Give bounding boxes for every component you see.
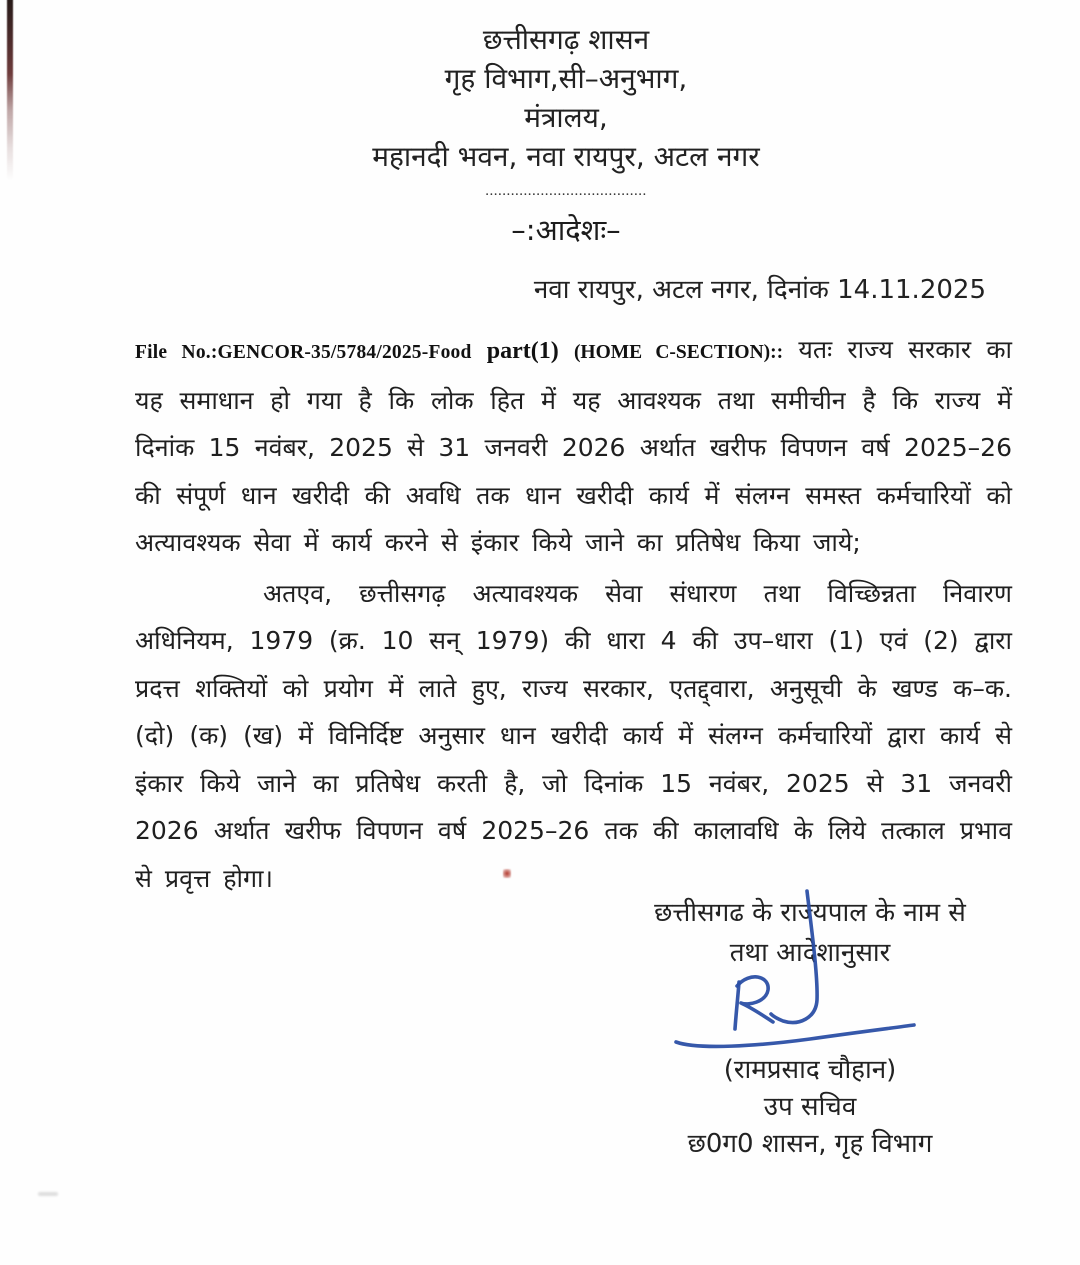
order-title: –:आदेशः– (511, 213, 621, 247)
paragraph-1 (135, 326, 1012, 567)
dotted-divider: ...................................... (485, 183, 647, 199)
scan-edge-artifact (7, 0, 13, 181)
signature-stroke-r-loop (737, 977, 773, 1022)
government-name: छत्तीसगढ़ शासन (482, 23, 650, 56)
address-line: महानदी भवन, नवा रायपुर, अटल नगर (372, 140, 760, 173)
order-body (135, 326, 1012, 902)
file-part-label: part(1) (486, 338, 559, 364)
authority-line-2: तथा आदेशानुसार (729, 938, 891, 968)
scan-smudge-artifact (38, 1192, 58, 1196)
signature-authority-block (598, 893, 1022, 973)
signatory-department: छ0ग0 शासन, गृह विभाग (687, 1129, 933, 1159)
signatory-block (598, 1052, 1022, 1163)
place-date-line: नवा रायपुर, अटल नगर, दिनांक 14.11.2025 (533, 275, 986, 305)
signatory-name: (रामप्रसाद चौहान) (723, 1055, 897, 1085)
paragraph-1-text: यतः राज्य सरकार का यह समाधान हो गया है कि लोक हित में यह आवश्यक तथा समीचीन है कि राज्य में दिनांक 15 नवंबर, 2025 से 31 जनवरी 2026 अर्थात खरीफ विपणन वर्ष 2025–26 की संपूर्ण धान खरीदी की अवधि तक धान खरीदी कार्य में संलग्न समस्त कर्मचारियों को अत्यावश्यक सेवा में कार्य करने से इंकार किये जाने का प्रतिषेध किया जाये; (135, 335, 1013, 557)
signature-underline (676, 1025, 914, 1046)
ministry-line: मंत्रालय, (524, 101, 608, 134)
authority-line-1: छत्तीसगढ के राज्यपाल के नाम से (654, 898, 966, 928)
letterhead (26, 20, 1080, 250)
department-section-line: गृह विभाग,सी–अनुभाग, (444, 62, 688, 95)
signature-stroke-r-stem (735, 982, 739, 1029)
signatory-designation: उप सचिव (763, 1092, 857, 1122)
file-number: File No.:GENCOR-35/5784/2025-Food (135, 342, 472, 363)
paragraph-2: अतएव, छत्तीसगढ़ अत्यावश्यक सेवा संधारण तथा विच्छिन्नता निवारण अधिनियम, 1979 (क्र. 10 सन् 1979) की धारा 4 की उप–धारा (1) एवं (2) द्वारा प्रदत्त शक्तियों को प्रयोग में लाते हुए, राज्य सरकार, एतद्द्वारा, अनुसूची के खण्ड क–क. (दो) (क) (ख) में विनिर्दिष्ट अनुसार धान खरीदी कार्य में संलग्न कर्मचारियों द्वारा कार्य से इंकार किये जाने का प्रतिषेध करती है, जो दिनांक 15 नवंबर, 2025 से 31 जनवरी 2026 अर्थात खरीफ विपणन वर्ष 2025–26 तक की कालावधि के लिये तत्काल प्रभाव से प्रवृत्त होगा। (135, 578, 1012, 893)
home-section-label: (HOME C-SECTION):: (573, 342, 784, 363)
